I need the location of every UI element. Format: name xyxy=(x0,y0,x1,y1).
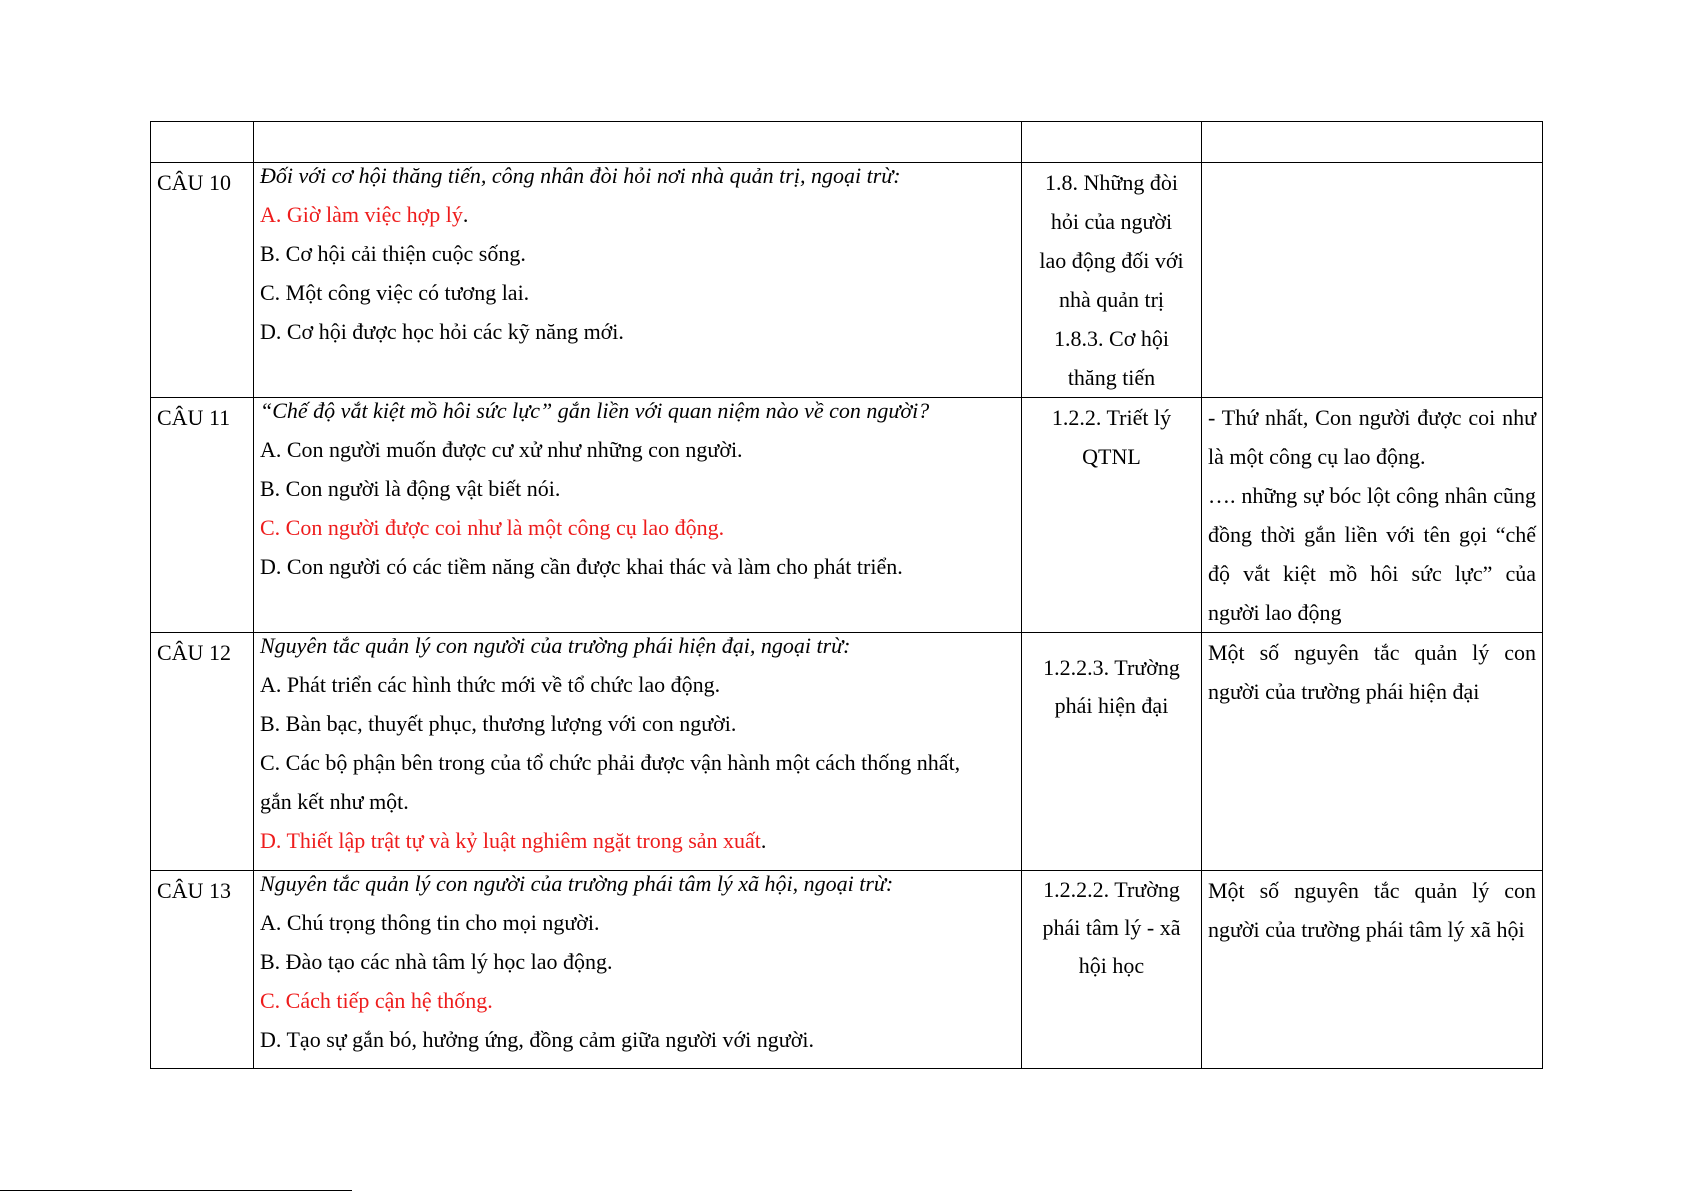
reference-line: hỏi của người xyxy=(1050,209,1173,234)
question-text: “Chế độ vắt kiệt mồ hôi sức lực” gắn liền với quan niệm nào về con người? xyxy=(260,398,930,423)
question-cell xyxy=(254,633,1022,871)
header-cell xyxy=(1202,122,1543,163)
table-row xyxy=(151,163,1543,398)
reference-cell xyxy=(1022,163,1202,398)
reference-line: 1.8.3. Cơ hội xyxy=(1054,326,1169,351)
reference-line: 1.2.2.2. Trường xyxy=(1043,877,1180,902)
note-cell xyxy=(1202,633,1543,871)
question-label: CÂU 13 xyxy=(151,871,254,1069)
reference-line: phái hiện đại xyxy=(1054,693,1169,718)
answer-option-a: A. Chú trọng thông tin cho mọi người. xyxy=(260,910,600,935)
quiz-table xyxy=(150,121,1543,1069)
table-row xyxy=(151,633,1543,871)
table-row xyxy=(151,398,1543,633)
reference-line: 1.2.2. Triết lý xyxy=(1051,405,1172,430)
question-cell xyxy=(254,871,1022,1069)
question-cell xyxy=(254,163,1022,398)
answer-option-a: A. Con người muốn được cư xử như những con người. xyxy=(260,437,743,462)
question-text: Đối với cơ hội thăng tiến, công nhân đòi hỏi nơi nhà quản trị, ngoại trừ: xyxy=(260,163,901,188)
answer-option-d: D. Thiết lập trật tự và kỷ luật nghiêm ngặt trong sản xuất. xyxy=(260,828,767,853)
reference-line: lao động đối với xyxy=(1039,248,1184,273)
question-label: CÂU 12 xyxy=(151,633,254,871)
reference-line: QTNL xyxy=(1082,444,1141,469)
header-cell xyxy=(254,122,1022,163)
reference-line: 1.2.2.3. Trường xyxy=(1043,655,1180,680)
reference-line: 1.8. Những đòi xyxy=(1045,170,1178,195)
reference-line: nhà quản trị xyxy=(1058,287,1165,312)
reference-line: phái tâm lý - xã xyxy=(1042,915,1181,940)
note-cell xyxy=(1202,163,1543,398)
answer-option-d: D. Con người có các tiềm năng cần được khai thác và làm cho phát triển. xyxy=(260,554,903,579)
header-cell xyxy=(1022,122,1202,163)
note-cell xyxy=(1202,398,1543,633)
note-line: Một số nguyên tắc quản lý con người của trường phái hiện đại xyxy=(1208,640,1536,704)
question-label: CÂU 10 xyxy=(151,163,254,398)
answer-option-c: C. Cách tiếp cận hệ thống. xyxy=(260,988,493,1013)
header-cell xyxy=(151,122,254,163)
reference-cell xyxy=(1022,871,1202,1069)
note-line: Một số nguyên tắc quản lý con người của trường phái tâm lý xã hội xyxy=(1208,878,1536,942)
answer-option-b: B. Đào tạo các nhà tâm lý học lao động. xyxy=(260,949,613,974)
answer-option-d: D. Tạo sự gắn bó, hưởng ứng, đồng cảm giữa người với người. xyxy=(260,1027,814,1052)
table-header-row xyxy=(151,122,1543,163)
note-line: - Thứ nhất, Con người được coi như là một công cụ lao động. xyxy=(1208,405,1536,469)
answer-option-b: B. Cơ hội cải thiện cuộc sống. xyxy=(260,241,526,266)
reference-line: thăng tiến xyxy=(1067,365,1156,390)
reference-cell xyxy=(1022,633,1202,871)
table-row xyxy=(151,871,1543,1069)
question-label: CÂU 11 xyxy=(151,398,254,633)
answer-option-c: C. Các bộ phận bên trong của tổ chức phải được vận hành một cách thống nhất, xyxy=(260,750,961,775)
answer-option-a: A. Giờ làm việc hợp lý. xyxy=(260,202,469,227)
answer-option-a: A. Phát triển các hình thức mới về tổ chức lao động. xyxy=(260,672,721,697)
question-text: Nguyên tắc quản lý con người của trường phái hiện đại, ngoại trừ: xyxy=(260,633,851,658)
note-cell xyxy=(1202,871,1543,1069)
answer-option-c-cont: gắn kết như một. xyxy=(260,789,409,814)
question-text: Nguyên tắc quản lý con người của trường phái tâm lý xã hội, ngoại trừ: xyxy=(260,871,894,896)
answer-option-b: B. Bàn bạc, thuyết phục, thương lượng với con người. xyxy=(260,711,737,736)
reference-line: hội học xyxy=(1078,953,1145,978)
question-cell xyxy=(254,398,1022,633)
answer-option-d: D. Cơ hội được học hỏi các kỹ năng mới. xyxy=(260,319,624,344)
note-line: …. những sự bóc lột công nhân cũng đồng thời gắn liền với tên gọi “chế độ vắt kiệt mồ hôi sức lực” của người lao động xyxy=(1208,483,1536,625)
answer-option-c: C. Con người được coi như là một công cụ lao động. xyxy=(260,515,725,540)
answer-option-c: C. Một công việc có tương lai. xyxy=(260,280,530,305)
answer-option-b: B. Con người là động vật biết nói. xyxy=(260,476,561,501)
reference-cell xyxy=(1022,398,1202,633)
